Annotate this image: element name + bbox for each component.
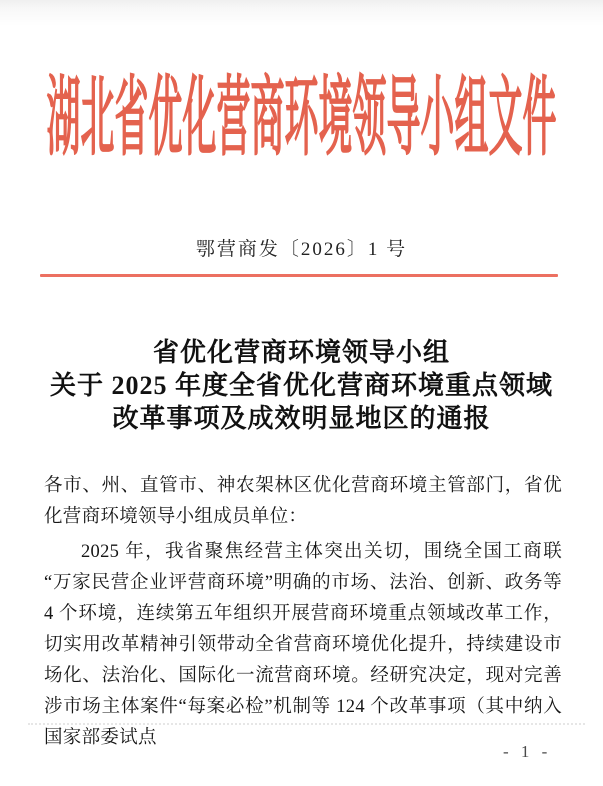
document-title bbox=[0, 336, 603, 435]
red-divider-line bbox=[40, 274, 558, 277]
document-title-line-2: 关于 2025 年度全省优化营商环境重点领域 bbox=[49, 371, 553, 400]
body-paragraph: 2025 年，我省聚焦经营主体突出关切，围绕全国工商联“万家民营企业评营商环境”明确的市场、法治、创新、政务等 4 个环境，连续第五年组织开展营商环境重点领域改革工作，切实用改革精神引领带动全省营商环境优化提升，持续建设市场化、法治化、国际化一流营商环境。经研究决定，现对完善涉市场主体案件“每案必检”机制等 124 个改革事项（其中纳入国家部委试点 bbox=[44, 542, 562, 748]
agency-header-title: 湖北省优化营商环境领导小组文件 bbox=[46, 72, 557, 168]
document-title-line-1: 省优化营商环境领导小组 bbox=[152, 338, 450, 367]
document-body bbox=[44, 471, 562, 754]
document-title-line-3: 改革事项及成效明显地区的通报 bbox=[112, 404, 491, 433]
recipients-line: 各市、州、直管市、神农架林区优化营商环境主管部门，省优化营商环境领导小组成员单位： bbox=[44, 476, 562, 527]
document-number: 鄂营商发〔2026〕1 号 bbox=[195, 239, 408, 260]
scan-artifact-top bbox=[0, 0, 603, 26]
page-number: - 1 - bbox=[503, 742, 552, 761]
